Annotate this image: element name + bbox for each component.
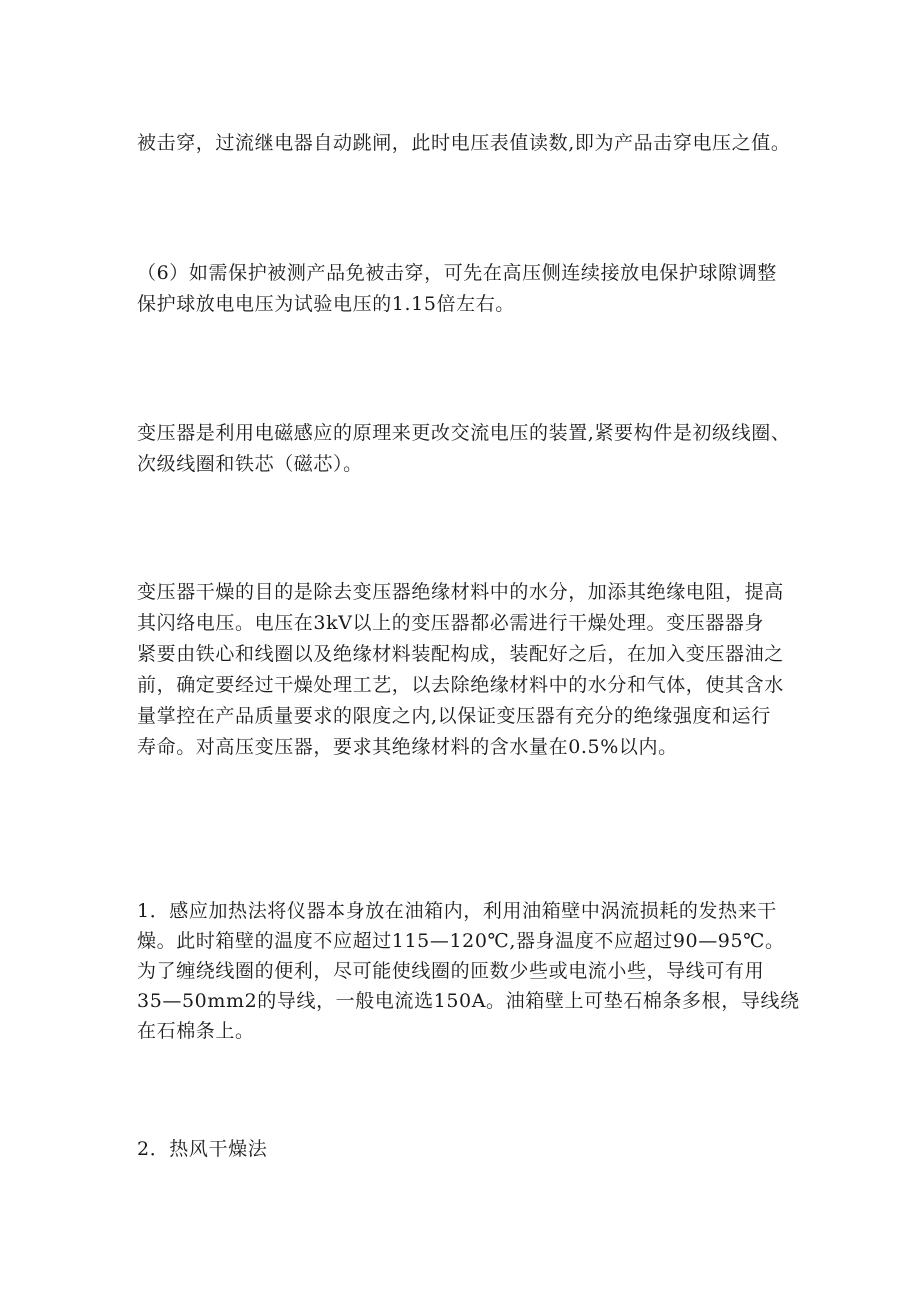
heading-hot-air-drying (137, 1134, 797, 1165)
paragraph-induction-heating (137, 896, 800, 1046)
text-line: 被击穿，过流继电器自动跳闸，此时电压表值读数,即为产品击穿电压之值。 (137, 132, 791, 154)
text-line: 燥。此时箱壁的温度不应超过115—120℃,器身温度不应超过90—95℃。 (137, 930, 785, 952)
text-line: 紧要由铁心和线圈以及绝缘材料装配构成，装配好之后，在加入变压器油之 (137, 643, 784, 665)
paragraph-breakdown-reading (137, 128, 797, 159)
text-line: 变压器是利用电磁感应的原理来更改交流电压的装置,紧要构件是初级线圈、 (137, 422, 791, 444)
text-line: 2．热风干燥法 (137, 1138, 268, 1160)
text-line: 寿命。对高压变压器，要求其绝缘材料的含水量在0.5%以内。 (137, 736, 678, 758)
text-line: 其闪络电压。电压在3kV以上的变压器都必需进行干燥处理。变压器器身 (137, 612, 765, 634)
text-line: 次级线圈和铁芯（磁芯）。 (137, 453, 363, 475)
paragraph-drying-purpose (137, 577, 797, 763)
text-line: 量掌控在产品质量要求的限度之内,以保证变压器有充分的绝缘强度和运行 (137, 705, 771, 727)
paragraph-transformer-definition (137, 418, 797, 480)
text-line: 35—50mm2的导线，一般电流选150A。油箱壁上可垫石棉条多根，导线绕 (137, 990, 800, 1012)
text-line: 为了缠绕线圈的便利，尽可能使线圈的匝数少些或电流小些，导线可有用 (137, 960, 765, 982)
paragraph-protection-gap (137, 258, 797, 320)
text-line: 在石棉条上。 (137, 1020, 255, 1042)
text-line: 保护球放电电压为试验电压的1.15倍左右。 (137, 293, 515, 315)
text-line: 变压器干燥的目的是除去变压器绝缘材料中的水分，加添其绝缘电阻，提高 (137, 581, 784, 603)
text-line: 1．感应加热法将仪器本身放在油箱内，利用油箱壁中涡流损耗的发热来干 (137, 900, 777, 922)
text-line: （6）如需保护被测产品免被击穿，可先在高压侧连续接放电保护球隙调整 (137, 262, 777, 284)
text-line: 前，确定要经过干燥处理工艺，以去除绝缘材料中的水分和气体，使其含水 (137, 674, 784, 696)
